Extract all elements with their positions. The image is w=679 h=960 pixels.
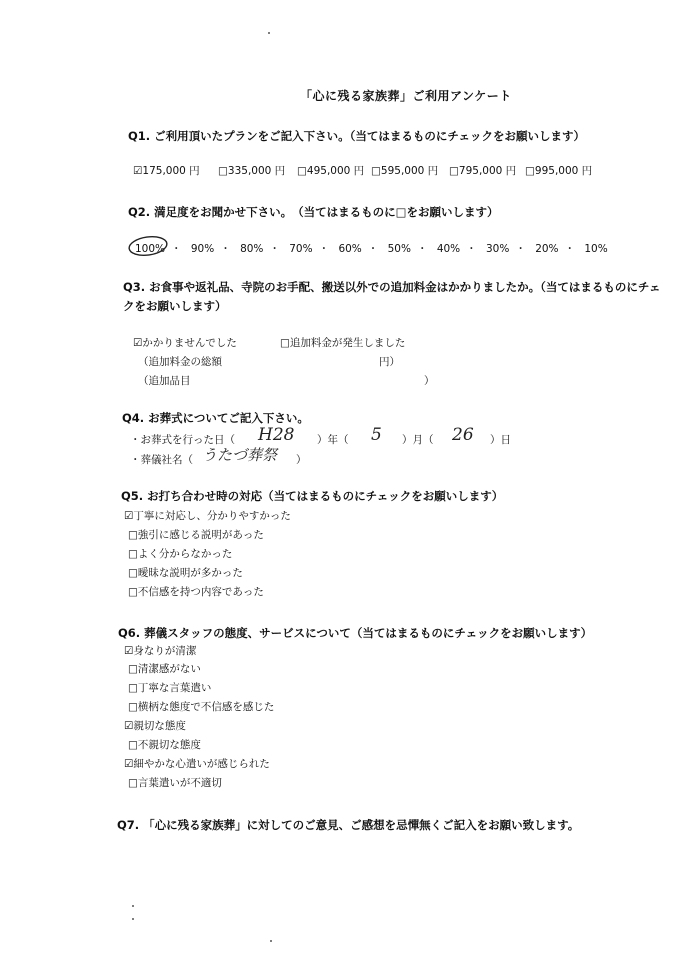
q2-scale <box>135 241 608 256</box>
q4-company-close: ） <box>296 454 307 466</box>
q1-option-335000[interactable]: □335,000 円 <box>218 165 286 177</box>
q2-option-80[interactable]: 80% <box>240 243 264 255</box>
q1-option-595000[interactable]: □595,000 円 <box>371 165 439 177</box>
q1-option-495000[interactable]: □495,000 円 <box>297 165 365 177</box>
q4-month-value[interactable]: 5 <box>371 425 382 445</box>
q2-separator: ・ <box>466 243 477 255</box>
q6-option-considerate[interactable]: ☑細やかな心遣いが感じられた <box>124 758 270 770</box>
q1-label: Q1. ご利用頂いたプランをご記入下さい。（当てはまるものにチェックをお願いします） <box>128 129 586 143</box>
q2-separator: ・ <box>220 243 231 255</box>
q5-option-distrust[interactable]: □不信感を持つ内容であった <box>128 586 264 598</box>
q6-option-kind[interactable]: ☑親切な態度 <box>124 720 186 732</box>
q3-total-label: （追加料金の総額 <box>138 356 222 368</box>
q4-year-unit: ）年（ <box>317 434 349 446</box>
q2-separator: ・ <box>416 243 428 255</box>
q2-option-100[interactable]: 100% <box>135 243 166 255</box>
q2-option-10[interactable]: 10% <box>584 243 608 255</box>
q5-option-vague[interactable]: □曖昧な説明が多かった <box>128 567 243 579</box>
scan-speck <box>268 32 270 34</box>
q2-option-50[interactable]: 50% <box>387 243 411 255</box>
q3-option-none[interactable]: ☑かかりませんでした <box>133 337 237 349</box>
q2-separator: ・ <box>269 243 280 255</box>
q6-option-improper-language[interactable]: □言葉遣いが不適切 <box>128 777 222 789</box>
q4-company-value[interactable]: うたづ葬祭 <box>202 446 278 464</box>
q4-day-unit: ）日 <box>490 434 511 446</box>
q3-items-label: （追加品目 <box>138 375 191 387</box>
q4-company-label: ・葬儀社名（ <box>130 454 193 466</box>
q2-separator: ・ <box>318 243 330 255</box>
q2-separator: ・ <box>515 243 526 255</box>
q3-items-close: ） <box>424 375 435 387</box>
q6-option-neat[interactable]: ☑身なりが清潔 <box>124 645 197 657</box>
q5-option-clear[interactable]: ☑丁寧に対応し、分かりやすかった <box>124 510 291 522</box>
q6-option-unkempt[interactable]: □清潔感がない <box>128 663 201 675</box>
q3-label-line2: クをお願いします） <box>123 299 227 313</box>
q4-date-label: ・お葬式を行った日（ <box>130 434 235 446</box>
q5-option-forceful[interactable]: □強引に感じる説明があった <box>128 529 264 541</box>
scan-speck <box>132 918 134 920</box>
q2-separator: ・ <box>367 243 379 255</box>
q4-day-value[interactable]: 26 <box>452 425 474 445</box>
q2-option-60[interactable]: 60% <box>338 243 362 255</box>
q2-option-90[interactable]: 90% <box>190 243 215 255</box>
q2-option-20[interactable]: 20% <box>535 243 559 255</box>
q3-label-line1: Q3. お食事や返礼品、寺院のお手配、搬送以外での追加料金はかかりましたか。（当てはまるものにチェ <box>123 280 661 294</box>
scan-speck <box>270 940 272 942</box>
q4-year-value[interactable]: H28 <box>258 425 295 445</box>
q5-option-unclear[interactable]: □よく分からなかった <box>128 548 233 560</box>
q1-option-175000[interactable]: ☑175,000 円 <box>133 165 200 177</box>
q1-option-995000[interactable]: □995,000 円 <box>525 165 593 177</box>
selection-circle-mark <box>126 233 170 259</box>
q2-option-40[interactable]: 40% <box>436 243 461 255</box>
scan-speck <box>132 905 134 907</box>
q5-label: Q5. お打ち合わせ時の対応（当てはまるものにチェックをお願いします） <box>121 489 504 503</box>
q4-label: Q4. お葬式についてご記入下さい。 <box>122 411 309 425</box>
q6-label: Q6. 葬儀スタッフの態度、サービスについて（当てはまるものにチェックをお願いします） <box>118 626 593 640</box>
q3-total-unit: 円） <box>379 356 400 368</box>
q4-month-unit: ）月（ <box>402 434 434 446</box>
q2-option-30[interactable]: 30% <box>486 243 510 255</box>
q2-label: Q2. 満足度をお聞かせ下さい。 （当てはまるものに□をお願いします） <box>128 205 499 219</box>
q6-option-unkind[interactable]: □不親切な態度 <box>128 739 201 751</box>
q2-option-70[interactable]: 70% <box>289 243 313 255</box>
survey-title: 「心に残る家族葬」ご利用アンケート <box>300 89 512 103</box>
q6-option-arrogant[interactable]: □横柄な態度で不信感を感じた <box>128 701 275 713</box>
q2-separator: ・ <box>564 243 576 255</box>
q3-option-extra[interactable]: □追加料金が発生しました <box>280 337 406 349</box>
q6-option-polite-language[interactable]: □丁寧な言葉遣い <box>128 682 212 694</box>
q7-label: Q7. 「心に残る家族葬」に対してのご意見、ご感想を忌憚無くご記入をお願い致します。 <box>117 818 580 832</box>
q2-separator: ・ <box>171 243 182 255</box>
q1-option-795000[interactable]: □795,000 円 <box>449 165 517 177</box>
